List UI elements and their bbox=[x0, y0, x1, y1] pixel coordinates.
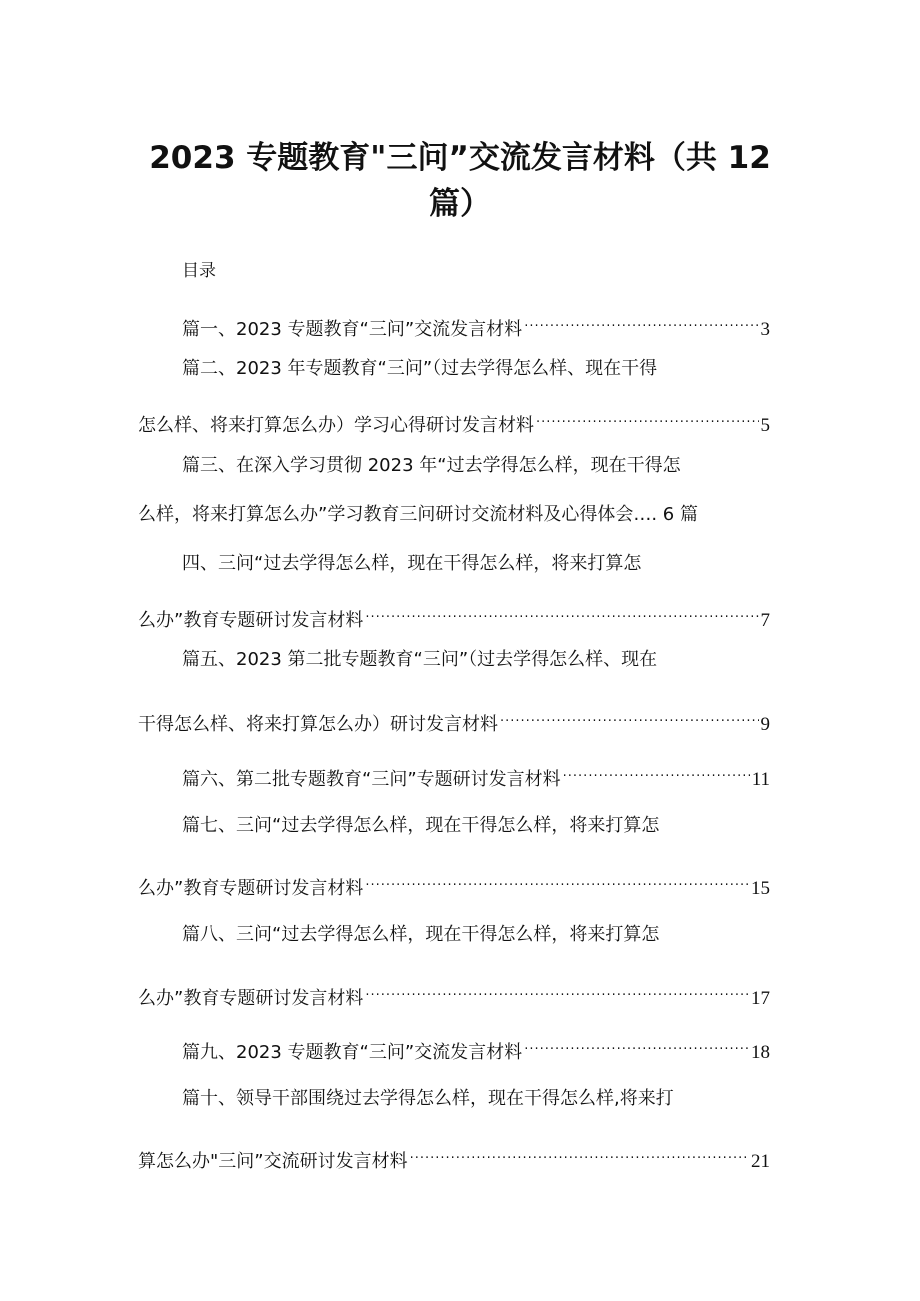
dot-leader bbox=[500, 702, 759, 730]
toc-entry-title: 么办”教育专题研讨发言材料 bbox=[138, 610, 364, 631]
toc-entry-1[interactable] bbox=[182, 307, 770, 340]
toc-entry-2-line-1[interactable]: 篇二、2023 年专题教育“三问”（过去学得怎么样、现在干得 bbox=[182, 358, 658, 379]
dot-leader bbox=[563, 757, 750, 785]
toc-entry-title: 篇六、第二批专题教育“三问”专题研讨发言材料 bbox=[182, 769, 561, 790]
toc-entry-6[interactable] bbox=[182, 757, 770, 790]
toc-entry-8-line-1[interactable]: 篇八、三问“过去学得怎么样，现在干得怎么样，将来打算怎 bbox=[182, 924, 660, 945]
dot-leader bbox=[365, 976, 749, 1004]
toc-page-number: 15 bbox=[751, 878, 770, 899]
toc-page-number: 5 bbox=[760, 415, 770, 436]
toc-entry-4[interactable] bbox=[138, 598, 770, 631]
document-title-line-1: 2023 专题教育"三问”交流发言材料（共 12 bbox=[149, 140, 771, 176]
toc-entry-7-line-1[interactable]: 篇七、三问“过去学得怎么样，现在干得怎么样，将来打算怎 bbox=[182, 815, 660, 836]
toc-page-number: 9 bbox=[760, 714, 770, 735]
toc-entry-10[interactable] bbox=[138, 1139, 770, 1172]
toc-entry-3-line-2[interactable]: 么样，将来打算怎么办”学习教育三问研讨交流材料及心得体会…. 6 篇 bbox=[138, 504, 698, 525]
toc-page-number: 21 bbox=[751, 1151, 770, 1172]
toc-entry-title: 么办”教育专题研讨发言材料 bbox=[138, 988, 364, 1009]
toc-entry-8[interactable] bbox=[138, 976, 770, 1009]
toc-entry-5-line-1[interactable]: 篇五、2023 第二批专题教育“三问”（过去学得怎么样、现在 bbox=[182, 649, 658, 670]
toc-entry-title: 篇一、2023 专题教育“三问”交流发言材料 bbox=[182, 319, 523, 340]
toc-page-number: 18 bbox=[751, 1042, 770, 1063]
dot-leader bbox=[524, 307, 758, 335]
toc-entry-7[interactable] bbox=[138, 866, 770, 899]
dot-leader bbox=[365, 598, 758, 626]
toc-entry-4-line-1[interactable]: 四、三问“过去学得怎么样，现在干得怎么样，将来打算怎 bbox=[182, 553, 642, 574]
toc-entry-3-line-1[interactable]: 篇三、在深入学习贯彻 2023 年“过去学得怎么样，现在干得怎 bbox=[182, 455, 681, 476]
toc-entry-2[interactable] bbox=[138, 403, 770, 436]
toc-page-number: 11 bbox=[751, 769, 770, 790]
dot-leader bbox=[524, 1030, 749, 1058]
toc-entry-5[interactable] bbox=[138, 702, 770, 735]
toc-entry-9[interactable] bbox=[182, 1030, 770, 1063]
toc-entry-title: 算怎么办"三问”交流研讨发言材料 bbox=[138, 1151, 408, 1172]
document-title-line-2: 篇） bbox=[429, 186, 491, 222]
dot-leader bbox=[536, 403, 759, 431]
toc-page-number: 3 bbox=[760, 319, 770, 340]
dot-leader bbox=[365, 866, 749, 894]
toc-entry-title: 怎么样、将来打算怎么办）学习心得研讨发言材料 bbox=[138, 415, 534, 436]
toc-entry-title: 干得怎么样、将来打算怎么办）研讨发言材料 bbox=[138, 714, 498, 735]
toc-entry-10-line-1[interactable]: 篇十、领导干部围绕过去学得怎么样，现在干得怎么样,将来打 bbox=[182, 1088, 674, 1109]
dot-leader bbox=[410, 1139, 749, 1167]
toc-page-number: 7 bbox=[760, 610, 770, 631]
toc-heading: 目录 bbox=[182, 261, 216, 281]
toc-entry-title: 么办”教育专题研讨发言材料 bbox=[138, 878, 364, 899]
toc-entry-title: 篇九、2023 专题教育“三问”交流发言材料 bbox=[182, 1042, 523, 1063]
toc-page-number: 17 bbox=[751, 988, 770, 1009]
